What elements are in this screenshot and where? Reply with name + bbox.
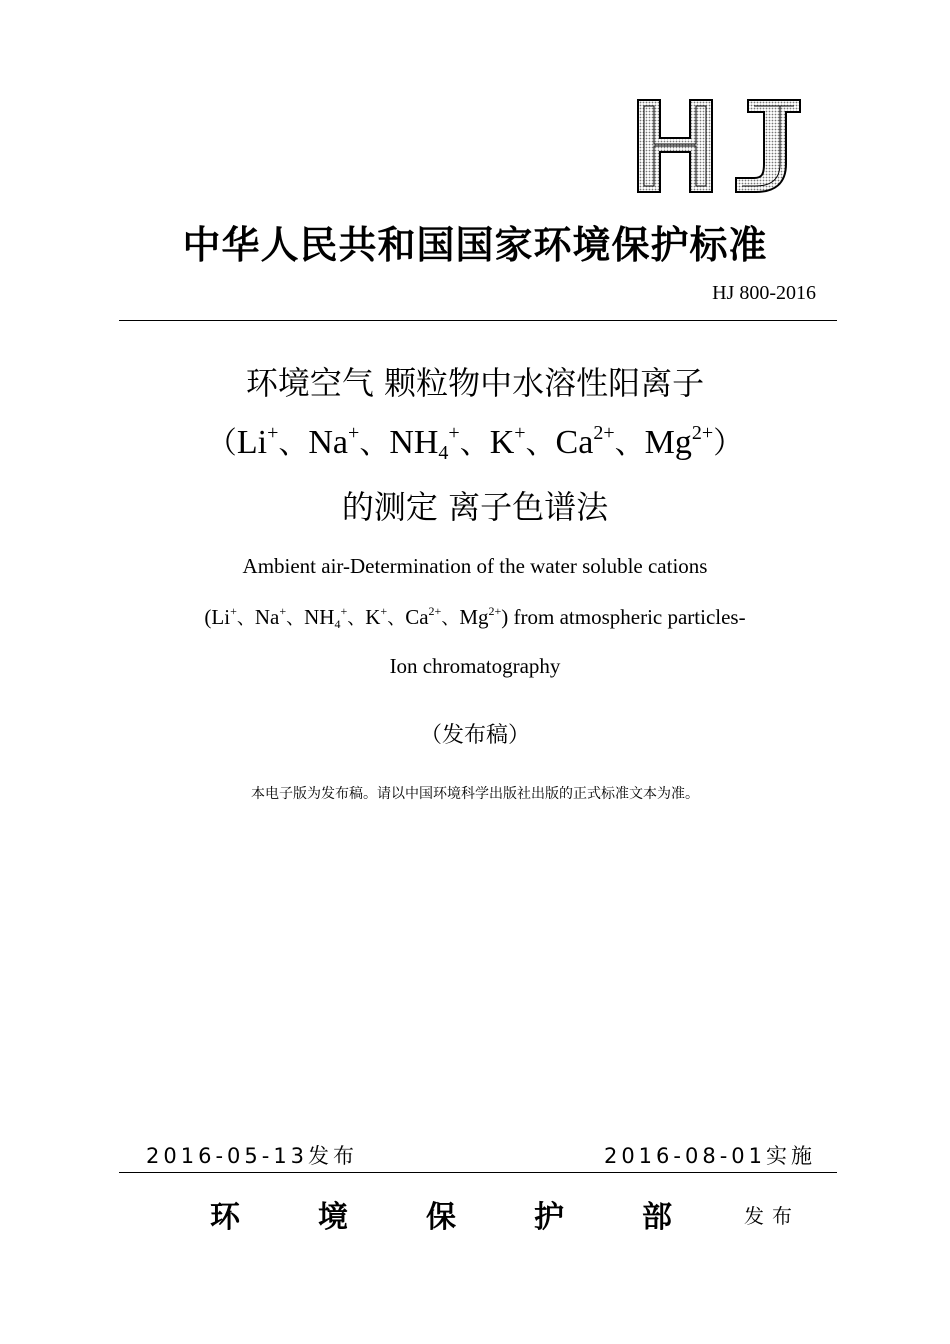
standard-code: HJ 800-2016 [712,282,816,304]
formula-separator: 、 [525,426,556,461]
en-na-charge: + [279,604,287,618]
en-separator: 、 [387,608,406,629]
formula-li: Li [236,424,268,461]
formula-separator: 、 [459,426,490,461]
en-li-charge: + [230,604,237,618]
header-divider [119,320,837,321]
issue-date: 2016-05-13发布 [146,1144,359,1168]
en-separator: 、 [441,608,460,629]
en-ca-charge: 2+ [428,604,442,618]
english-title-line-1: Ambient air-Determination of the water soluble cations [242,554,708,578]
title-formula [0,418,950,462]
formula-separator: 、 [359,426,390,461]
en-separator: 、 [236,608,255,629]
standard-name: 中华人民共和国国家环境保护标准 [182,223,768,267]
formula-k: K [489,424,515,461]
en-na: Na [254,605,280,629]
formula-li-charge: + [267,422,279,444]
en-separator: 、 [286,608,305,629]
en-ca: Ca [405,605,429,629]
formula-k-charge: + [514,422,526,444]
formula-close: ） [713,426,744,461]
english-title-line-2 [0,604,950,630]
formula-mg-charge: 2+ [691,422,714,444]
en-open: ( [204,605,212,629]
en-nh-subscript: 4 [334,617,341,631]
formula-ca: Ca [555,424,594,461]
en-tail: ) from atmospheric particles- [501,605,746,629]
formula-na: Na [308,424,349,461]
title-line-1: 环境空气 颗粒物中水溶性阳离子 [245,364,705,402]
publish-label: 发布 [744,1204,800,1228]
hj-logo [636,98,802,194]
formula-separator: 、 [614,426,645,461]
en-mg-charge: 2+ [488,604,502,618]
formula-na-charge: + [348,422,360,444]
notice-text: 本电子版为发布稿。请以中国环境科学出版社出版的正式标准文本为准。 [251,786,699,802]
formula-mg: Mg [644,424,692,461]
formula-nh: NH [389,424,439,461]
formula-nh-subscript: 4 [438,442,449,464]
ministry-name: 环境保护部 [210,1200,750,1235]
effective-date: 2016-08-01实施 [603,1144,816,1168]
formula-open: （ [206,426,237,461]
formula-nh-charge: + [448,422,460,444]
en-mg: Mg [459,605,489,629]
title-line-3: 的测定 离子色谱法 [341,488,609,526]
en-k: K [365,605,381,629]
formula-separator: 、 [278,426,309,461]
en-li: Li [211,605,231,629]
en-separator: 、 [347,608,366,629]
formula-ca-charge: 2+ [593,422,615,444]
en-k-charge: + [380,604,388,618]
english-title-line-3: Ion chromatography [389,654,561,678]
en-nh: NH [304,605,335,629]
footer-divider [119,1172,837,1173]
draft-label: （发布稿） [419,723,530,748]
en-nh-charge: + [340,604,348,618]
